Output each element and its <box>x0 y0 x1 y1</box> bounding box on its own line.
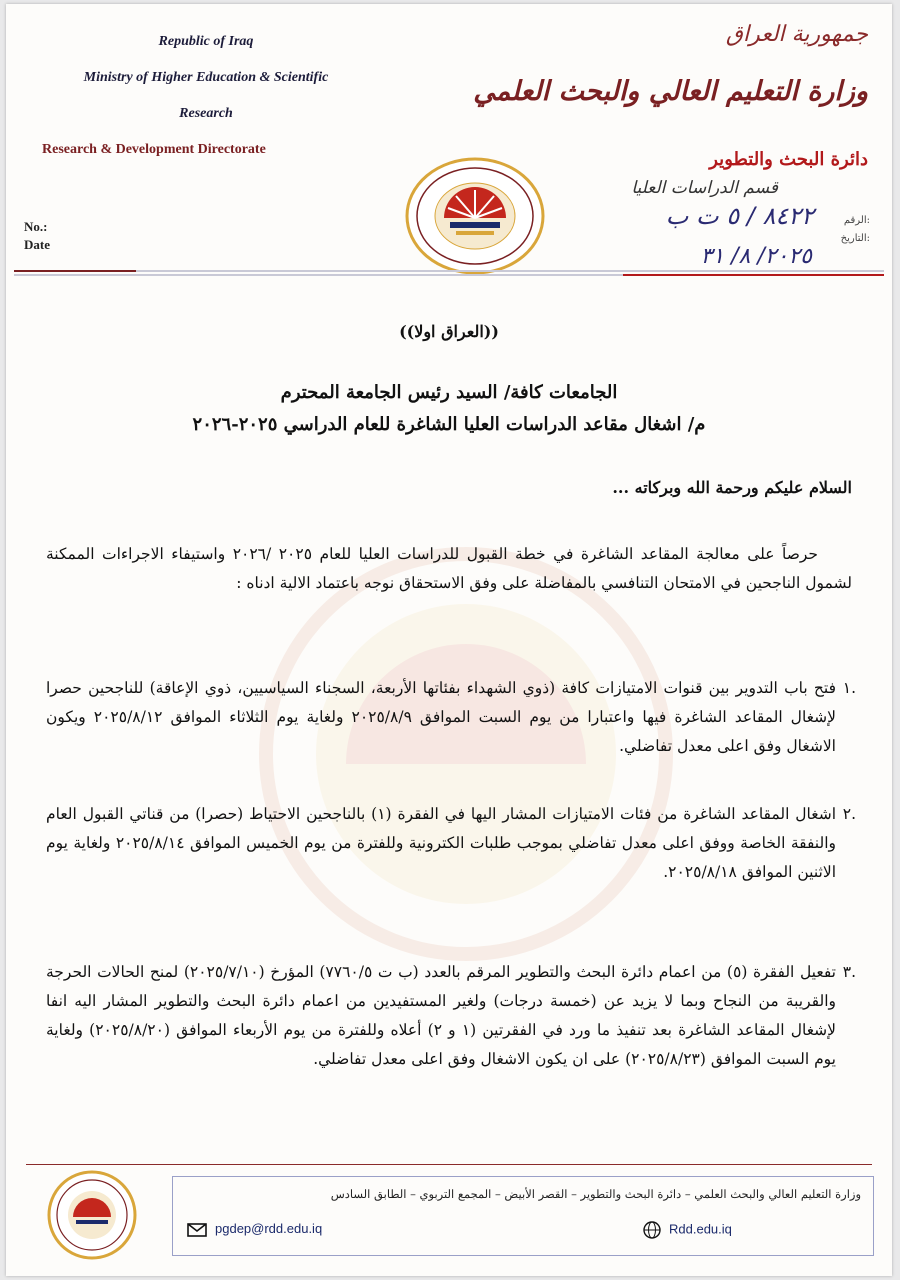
header-rule-top <box>14 270 884 272</box>
footer-seal-icon <box>46 1169 138 1261</box>
list-item-number: .٣ <box>842 963 856 981</box>
en-directorate: Research & Development Directorate <box>42 142 266 157</box>
email-address[interactable]: pgdep@rdd.edu.iq <box>215 1221 323 1236</box>
list-item-number: .٢ <box>842 805 856 823</box>
list-item-text: اشغال المقاعد الشاغرة من فئات الامتيازات المشار اليها في الفقرة (١) بالناجحين الاحتياط (حصرا) من قناتي القبول العام والنفقة الخاصة ووفق اعلى معدل تفاضلي بموجب طلبات الكترونية وللفترة من يوم الخميس الموافق ٢٠٢٥/٨/١٤ ولغاية يوم الاثنين الموافق ٢٠٢٥/٨/١٨. <box>46 805 836 881</box>
en-ministry: Ministry of Higher Education & Scientific <box>83 70 329 85</box>
greeting: السلام عليكم ورحمة الله وبركاته ... <box>612 478 852 497</box>
header-rule-bottom <box>14 274 884 276</box>
reference-labels-en <box>24 218 50 254</box>
list-item-2 <box>46 800 856 887</box>
no-label: No.: <box>24 219 48 234</box>
letter-page <box>6 4 892 1276</box>
addressee: الجامعات كافة/ السيد رئيس الجامعة المحترم <box>280 382 618 403</box>
ar-republic: جمهورية العراق <box>725 22 868 47</box>
slogan: ((العراق اولا)) <box>399 322 499 341</box>
subject-line: م/ اشغال مقاعد الدراسات العليا الشاغرة للعام الدراسي ٢٠٢٥-٢٠٢٦ <box>192 414 706 435</box>
footer-email[interactable] <box>187 1221 322 1237</box>
footer-website[interactable] <box>643 1221 732 1239</box>
number-label-ar: الرقم: <box>843 215 870 226</box>
footer-address: وزارة التعليم العالي والبحث العلمي – دائرة البحث والتطوير – القصر الأبيض – المجمع التربوي – الطابق السادس <box>330 1187 861 1201</box>
list-item-text: تفعيل الفقرة (٥) من اعمام دائرة البحث والتطوير المرقم بالعدد (ب ت ٧٧٦٠/٥) المؤرخ (٢٠٢٥/٧/١٠) لمنح الحالات الحرجة والقريبة من النجاح وبما لا يزيد عن (خمسة درجات) ولغير المستفيدين من اعمام دائرة البحث والتطوير المشار اليه انفا لإشغال المقاعد الشاغرة بعد تنفيذ ما ورد في الفقرتين (١ و ٢) أعلاه وللفترة من يوم الأربعاء الموافق (٢٠٢٥/٨/٢٠) ولغاية يوم السبت الموافق (٢٠٢٥/٨/٢٣) على ان يكون الاشغال وفق اعلى معدل تفاضلي. <box>46 963 836 1068</box>
reference-labels-ar <box>841 212 870 248</box>
en-republic: Republic of Iraq <box>158 34 254 49</box>
date-label: Date <box>24 237 50 252</box>
list-item-number: .١ <box>842 679 856 697</box>
globe-icon <box>643 1221 661 1239</box>
list-item-3 <box>46 958 856 1074</box>
handwritten-date: ٢٠٢٥/ ٨/ ٣١ <box>700 244 812 269</box>
email-icon <box>187 1223 207 1237</box>
date-label-ar: التاريخ: <box>840 233 870 244</box>
intro-paragraph: حرصاً على معالجة المقاعد الشاغرة في خطة القبول للدراسات العليا للعام ٢٠٢٥ /٢٠٢٦ واستيفاء الاجراءات الممكنة لشمول الناجحين في الامتحان التنافسي بالمفاضلة على وفق الاستحقاق نوجه باعتماد الالية ادناه : <box>46 545 852 592</box>
en-research: Research <box>179 106 233 121</box>
ar-directorate: دائرة البحث والتطوير <box>709 149 868 170</box>
ministry-seal-icon <box>404 156 546 276</box>
list-item-1 <box>46 674 856 761</box>
handwritten-number: ٨٤٢٢ / ٥ ت ب <box>665 202 814 230</box>
footer-rule <box>26 1164 872 1165</box>
ar-department: قسم الدراسات العليا <box>631 178 778 198</box>
footer-contact-box <box>172 1176 874 1256</box>
ar-ministry: وزارة التعليم العالي والبحث العلمي <box>473 76 868 107</box>
website-url[interactable]: Rdd.edu.iq <box>669 1221 732 1237</box>
list-item-text: فتح باب التدوير بين قنوات الامتيازات كافة (ذوي الشهداء بفئاتها الأربعة، السجناء السياسيين، ذوي الإعاقة) للناجحين حصرا لإشغال المقاعد الشاغرة فيها واعتبارا من يوم السبت الموافق ٢٠٢٥/٨/٩ ولغاية يوم الثلاثاء الموافق ٢٠٢٥/٨/١٢ ويكون الاشغال وفق اعلى معدل تفاضلي. <box>46 679 836 755</box>
